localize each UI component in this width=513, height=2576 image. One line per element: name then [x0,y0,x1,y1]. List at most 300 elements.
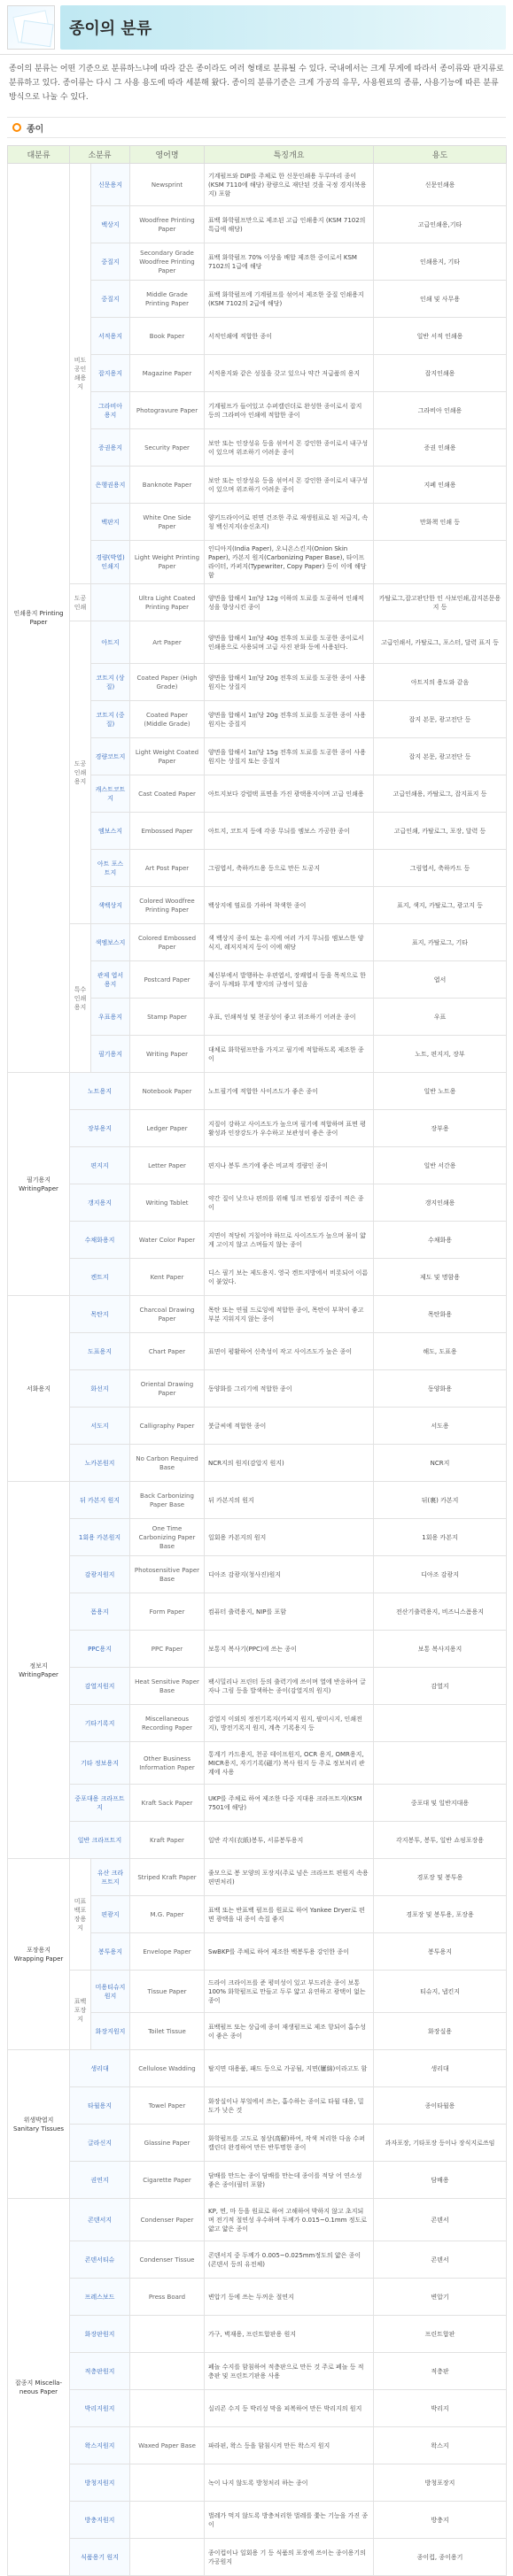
paper-feature: 변압기 등에 쓰는 두꺼운 절연지 [205,2279,374,2316]
table-row [8,2162,507,2199]
paper-english-name: Tissue Paper [130,1971,205,2013]
paper-english-name: Colored Woodfree Printing Paper [130,887,205,924]
paper-english-name: Envelope Paper [130,1933,205,1971]
paper-korean-name: 방충지원지 [70,2502,130,2539]
sub-category: 특수인쇄용지 [70,924,91,1073]
paper-korean-name: 권연지 [70,2162,130,2199]
paper-korean-name: 코트지 (중질) [91,701,130,738]
paper-use: 증권 인쇄용 [374,429,507,467]
paper-feature: 탈지면 대용품, 패드 등으로 가공됨, 지면(屢綿)이라고도 함 [205,2050,374,2087]
paper-korean-name: 박리지원지 [70,2390,130,2427]
paper-korean-name: 방청지원지 [70,2464,130,2502]
paper-feature: 실리콘 수지 등 박리성 막을 피복하여 만든 박리지의 원지 [205,2390,374,2427]
paper-english-name: Newsprint [130,164,205,206]
paper-english-name: Letter Paper [130,1147,205,1184]
paper-korean-name: 타월용지 [70,2087,130,2125]
paper-feature: 양면을 합해서 1㎡당 40g 전후의 도료를 도공한 종이로서 인쇄용으로 사용되며 고급 사진 판화 등에 사용된다. [205,621,374,664]
paper-english-name: Ledger Paper [130,1110,205,1147]
paper-english-name: Middle Grade Printing Paper [130,281,205,318]
table-row [8,1333,507,1370]
paper-use: 잡지 본문, 광고전단 등 [374,701,507,738]
paper-classification-table [7,145,507,2576]
paper-feature: 표백 화학펄프만으로 제조된 고급 인쇄용지 (KSM 7102의 특급에 해당) [205,206,374,243]
paper-use: 과자포장, 기타포장 등이나 장식지로쓰임 [374,2125,507,2162]
paper-korean-name: 중질지 [91,243,130,281]
paper-english-name [130,2502,205,2539]
paper-use: 뒤(裏) 카본지 [374,1482,507,1519]
table-row [8,1445,507,1482]
paper-korean-name: 폼용지 [70,1593,130,1631]
paper-korean-name: 미용티슈지 원지 [91,1971,130,2013]
paper-english-name: M.G. Paper [130,1896,205,1933]
paper-use: 봉투용지 [374,1933,507,1971]
paper-use: 해도, 도표용 [374,1333,507,1370]
paper-english-name: Towel Paper [130,2087,205,2125]
table-row [8,2279,507,2316]
paper-korean-name: 뒤 카본지 원지 [70,1482,130,1519]
paper-korean-name: 중포대용 크라프트지 [70,1785,130,1822]
paper-feature: 팩시밀리나 프린터 등의 출력기에 쓰이며 열에 반응하여 글자나 그림 등을 발색하는 종이(감열지의 원지) [205,1668,374,1705]
table-row [8,2464,507,2502]
paper-korean-name: 왁스지원지 [70,2427,130,2464]
table-row [8,1184,507,1222]
paper-use: 서도용 [374,1408,507,1445]
paper-use: 경포장 및 봉투용, 포장용 [374,1896,507,1933]
paper-english-name: Oriental Drawing Paper [130,1370,205,1408]
paper-feature: 화장실이나 부엌에서 쓰는, 흡수하는 종이로 타월 대용, 밀도가 낮은 것 [205,2087,374,2125]
table-row [8,164,507,206]
paper-use: 그림엽서, 축하카드 등 [374,850,507,887]
paper-feature: 아트지보다 강렬택 표면을 가진 광택용지이며 고급 인쇄용 [205,775,374,813]
paper-english-name: Embossed Paper [130,813,205,850]
paper-feature: 디스 필기 보는 제도용지. 영국 켄트지방에서 비롯되어 이름이 붙었다. [205,1259,374,1296]
paper-korean-name: 엠보스지 [91,813,130,850]
paper-english-name: Book Paper [130,318,205,355]
paper-korean-name: 색백상지 [91,887,130,924]
table-row [8,2316,507,2353]
title-banner [60,5,506,50]
table-row [8,924,507,961]
paper-feature: 우표, 인쇄적성 및 천공성이 좋고 위조하기 어려운 종이 [205,999,374,1036]
paper-feature: 표백 화학펄프에 기계펄프를 섞어서 제조한 중질 인쇄용지(KSM 7102의 2급에 해당) [205,281,374,318]
paper-korean-name: 갱지용지 [70,1184,130,1222]
paper-feature: 백상지에 염료를 가하여 착색한 종이 [205,887,374,924]
paper-feature: 가구, 벽재용, 프린트합판용 원지 [205,2316,374,2353]
table-row [8,2050,507,2087]
paper-korean-name: 경량(박엽) 인쇄지 [91,541,130,584]
paper-english-name [130,2316,205,2353]
paper-use: 만화책 인쇄 등 [374,504,507,541]
paper-feature: KP, 면, 마 등을 원료로 하여 고해하여 박하지 않고 초지되며 전기적 절연성 우수하며 두께가 0.015~0.1mm 정도로 얇고 얇은 종이 [205,2199,374,2241]
paper-feature: 편지나 봉투 쓰기에 좋은 비교적 경량인 종이 [205,1147,374,1184]
paper-feature: 목탄 또는 연필 드로잉에 적합한 종이, 목탄이 부착이 좋고 부분 지워지지 않는 종이 [205,1296,374,1333]
paper-english-name: Waxed Paper Base [130,2427,205,2464]
paper-feature: 뒤 카본지의 원지 [205,1482,374,1519]
paper-english-name: Security Paper [130,429,205,467]
header [0,0,513,55]
paper-feature: 지질이 강하고 사이즈도가 높으며 필기에 적합하며 표면 평활성과 인장강도가 우수하고 보관성이 좋은 종이 [205,1110,374,1147]
major-category: 잡종지 Miscella-neous Paper [8,2199,70,2576]
table-row [8,1742,507,1785]
paper-english-name: Kraft Paper [130,1822,205,1859]
paper-use: 카탈로그,잡고판단한 인 사보인쇄,잡지본문용지 등 [374,584,507,621]
paper-use: 고급인쇄, 카탈로그, 포장, 달력 등 [374,813,507,850]
paper-english-name: Light Weight Coated Paper [130,738,205,775]
paper-use: NCR지 [374,1445,507,1482]
table-row [8,1785,507,1822]
paper-korean-name: 노카본원지 [70,1445,130,1482]
sub-category: 도공인쇄 [70,584,91,621]
table-row [8,2427,507,2464]
paper-korean-name: 도표용지 [70,1333,130,1370]
paper-feature: 동양화를 그리기에 적합한 종이 [205,1370,374,1408]
paper-feature: 서적인쇄에 적합한 종이 [205,318,374,355]
paper-feature: 그림엽서, 축하카드용 등으로 만든 도공지 [205,850,374,887]
table-row [8,621,507,664]
paper-feature: 드라이 크라이프를 준 평미성이 있고 부드러운 종이 보통 100% 화학펄프로 만들고 두루 얇고 유연하고 광택이 없는 종이 [205,1971,374,2013]
paper-feature: 보안 또는 인장성유 등을 섞어서 몬 강인한 종이로서 내구성이 있으며 위조하기 어려운 종이 [205,429,374,467]
paper-english-name [130,2353,205,2390]
paper-thumbnail [7,5,55,50]
paper-use: 제도 및 명함용 [374,1259,507,1296]
paper-korean-name: 화장지원지 [91,2013,130,2050]
paper-feature: 일회용 카본지의 원지 [205,1519,374,1556]
paper-use: 고급인쇄용, 카탈로그, 잡지표지 등 [374,775,507,813]
paper-use: 아트지의 용도와 같음 [374,664,507,701]
paper-feature: 줄모으로 봉 모양의 포장지(주로 넘은 크라프트 편원지 속용 편면처리) [205,1859,374,1896]
paper-use [374,541,507,584]
paper-feature: 양면을 합해서 1㎡당 12g 이하의 도료를 도공하여 인쇄적성을 향상시킨 종이 [205,584,374,621]
paper-english-name: Photosensitive Paper Base [130,1556,205,1593]
table-row [8,1408,507,1445]
paper-feature: 표백펄프 또는 상급에 종이 재생펄프로 제조 항되어 흡수성이 좋은 종이 [205,2013,374,2050]
paper-use: 콘덴서 [374,2241,507,2279]
paper-use: 고급인쇄서, 카탈로그, 포스터, 달력 표지 등 [374,621,507,664]
paper-korean-name: 장부용지 [70,1110,130,1147]
paper-korean-name: PPC용지 [70,1631,130,1668]
paper-use: 노트, 편지지, 장부 [374,1036,507,1073]
paper-use: 중포대 및 일반지대용 [374,1785,507,1822]
table-row [8,1519,507,1556]
paper-english-name: Secondary Grade Woodfree Printing Paper [130,243,205,281]
paper-english-name: Calligraphy Paper [130,1408,205,1445]
paper-use: 방청포장지 [374,2464,507,2502]
paper-use: 담배용 [374,2162,507,2199]
paper-korean-name: 잡지용지 [91,355,130,392]
paper-use: 인쇄 및 사무용 [374,281,507,318]
paper-english-name: Water Color Paper [130,1222,205,1259]
paper-korean-name: 화장판원지 [70,2316,130,2353]
paper-use: 프린트합판 [374,2316,507,2353]
paper-english-name: Cigarette Paper [130,2162,205,2199]
paper-korean-name: 증권용지 [91,429,130,467]
sub-category: 미표백포장용지 [70,1859,91,1971]
paper-english-name: Back Carbonizing Paper Base [130,1482,205,1519]
paper-feature: 아트지, 코트지 등에 각종 무늬를 엠보스 가공한 종이 [205,813,374,850]
paper-english-name: Art Paper [130,621,205,664]
paper-feature: 화학펄프를 고도로 점상(高解)하여, 작색 처리한 다음 수퍼캘린더 완경하여 만든 반투명한 종이 [205,2125,374,2162]
paper-korean-name: 기타기록지 [70,1705,130,1742]
paper-use: 보통 복사지용지 [374,1631,507,1668]
paper-english-name: Coated Paper (High Grade) [130,664,205,701]
paper-korean-name: 콘덴서지 [70,2199,130,2241]
paper-korean-name: 백상지 [91,206,130,243]
paper-english-name [130,2464,205,2502]
page-title: 종이의 분류 [69,19,152,38]
table-row [8,1668,507,1705]
header-minor: 소분류 [70,146,130,164]
paper-use: 목탄화용 [374,1296,507,1333]
paper-feature: 기계펄프와 DIP를 주체로 한 신문인쇄용 두루마리 종이(KSM 7110에 해당) 광량으로 재단된 것을 국정 경지(북용지) 포함 [205,164,374,206]
paper-use: 일반 서간용 [374,1147,507,1184]
header-use: 용도 [374,146,507,164]
paper-use [374,1705,507,1742]
table-row [8,2353,507,2390]
paper-english-name: PPC Paper [130,1631,205,1668]
paper-feature: 파라핀, 왁스 등을 함침시켜 만든 왁스지 원지 [205,2427,374,2464]
paper-use: 잡지 본문, 광고전단 등 [374,738,507,775]
paper-korean-name [91,584,130,621]
paper-english-name: Condenser Tissue [130,2241,205,2279]
table-row [8,1147,507,1184]
major-category: 인쇄용지 Printing Paper [8,164,70,1073]
major-category: 포장용지 Wrapping Paper [8,1859,70,2050]
paper-feature: 녹이 나지 않도록 방청처리 하는 종이 [205,2464,374,2502]
table-row [8,1705,507,1742]
table-row [8,1222,507,1259]
paper-use: 방충지 [374,2502,507,2539]
paper-korean-name: 중질지 [91,281,130,318]
table-row [8,1110,507,1147]
paper-korean-name: 코트지 (상질) [91,664,130,701]
table-row [8,1482,507,1519]
paper-feature: 종이컵이나 일회용 기 등 식품의 포장에 쓰이는 종이용기의 가공원지 [205,2539,374,2576]
paper-korean-name: 캐스트코트지 [91,775,130,813]
paper-english-name: Stamp Paper [130,999,205,1036]
paper-feature: 양키드라이어로 편면 건조한 주로 재생원료로 된 저급지, 속칭 백신지지(송신초지) [205,504,374,541]
paper-english-name: Writing Tablet [130,1184,205,1222]
paper-use: 인쇄용지, 기타 [374,243,507,281]
paper-english-name: Notebook Paper [130,1073,205,1110]
paper-feature: 감열지 이외의 정전기록지(카피지 원지, 팔미시지, 인쇄전지), 방전기록지 원지, 계측 기록용지 등 [205,1705,374,1742]
paper-use: 1회용 카본지 [374,1519,507,1556]
table-row [8,584,507,621]
paper-english-name: Cellulose Wadding [130,2050,205,2087]
table-row [8,2390,507,2427]
paper-english-name [130,2539,205,2576]
paper-korean-name: 유산 크라프트지 [91,1859,130,1896]
paper-use: 티슈지, 냅킨지 [374,1971,507,2013]
paper-korean-name: 우표용지 [91,999,130,1036]
major-category: 필기용지 WritingPaper [8,1073,70,1296]
paper-feature: 지면이 적당히 거칠어야 하므로 사이즈도가 높으며 물이 얇게 고이지 않고 스며들지 않는 종이 [205,1222,374,1259]
paper-english-name: Press Board [130,2279,205,2316]
paper-use: 왁스지 [374,2427,507,2464]
paper-korean-name: 목탄지 [70,1296,130,1333]
paper-use: 지폐 인쇄용 [374,467,507,504]
paper-english-name [130,2390,205,2427]
paper-english-name: Postcard Paper [130,961,205,999]
paper-use: 동양화용 [374,1370,507,1408]
paper-english-name: Woodfree Printing Paper [130,206,205,243]
paper-english-name: Kraft Sack Paper [130,1785,205,1822]
paper-korean-name: 그라비아 용지 [91,392,130,429]
major-category: 정보지 WritingPaper [8,1482,70,1859]
paper-korean-name: 은행권용지 [91,467,130,504]
paper-korean-name: 글라신지 [70,2125,130,2162]
major-category: 서화용지 [8,1296,70,1482]
table-row [8,2539,507,2576]
paper-use: 표지, 색지, 카탈로그, 광고지 등 [374,887,507,924]
paper-korean-name: 백판지 [91,504,130,541]
paper-feature: 양면을 합해서 1㎡당 20g 전후의 도료를 도공한 종이 사용원지는 중질지 [205,701,374,738]
table-row [8,1370,507,1408]
paper-feature: UKP를 주체로 하여 제조한 다중 지대용 크라프트지(KSM 7501에 해당) [205,1785,374,1822]
table-row [8,1631,507,1668]
paper-use [374,1742,507,1785]
paper-english-name: Glassine Paper [130,2125,205,2162]
intro-text: 종이의 분류는 어떤 기준으로 분류하느냐에 따라 같은 종이라도 여러 형태로 분류될 수 있다. 국내에서는 크게 무게에 따라서 종이류와 판지류로 분류하고 있다. 종이류는 다시 그 사용 용도에 따라 세분해 왔다. 종이의 분류기준은 크게 가공의 유무, 사용원료의 종류, 사용기능에 따른 분류방식으로 나눌 수 있다. [9,65,504,102]
paper-english-name: Chart Paper [130,1333,205,1370]
paper-feature: SwBKP를 주체로 하여 제조한 백봉투용 강인한 종이 [205,1933,374,1971]
paper-korean-name: 봉투용지 [91,1933,130,1971]
paper-english-name: Colored Embossed Paper [130,924,205,961]
major-category: 위생박엽지 Sanitary Tissues [8,2050,70,2199]
paper-use: 디아조 감광지 [374,1556,507,1593]
paper-english-name: No Carbon Required Base [130,1445,205,1482]
table-row [8,2241,507,2279]
paper-use: 일반 서적 인쇄용 [374,318,507,355]
paper-use: 엽서 [374,961,507,999]
paper-korean-name: 편광지 [91,1896,130,1933]
paper-korean-name: 편지지 [70,1147,130,1184]
table-row [8,1556,507,1593]
paper-use: 콘덴서 [374,2199,507,2241]
paper-use: 감열지 [374,1668,507,1705]
paper-feature: 표백 또는 반표백 펄프를 원료로 하여 Yankee Dryer로 편면 광택을 내 종이 속질 좋지 [205,1896,374,1933]
paper-use: 화장실용 [374,2013,507,2050]
paper-feature: 색 백상지 종이 또는 유지에 여러 가지 무늬를 엠보스한 양식지, 레저지처지 등이 이에 해당 [205,924,374,961]
paper-feature: 대체로 화학펄프만을 가지고 필기에 적합하도록 제조한 종이 [205,1036,374,1073]
paper-english-name: White One Side Paper [130,504,205,541]
paper-feature: 표백 화학펄프 70% 이상을 배합 제조한 중이로서 KSM 7102의 1급에 해당 [205,243,374,281]
paper-use: 신문인쇄용 [374,164,507,206]
paper-feature: NCR지의 원지(감압지 원지) [205,1445,374,1482]
paper-korean-name: 색엠보스지 [91,924,130,961]
header-english: 영어명 [130,146,205,164]
paper-korean-name: 생리대 [70,2050,130,2087]
table-row [8,1971,507,2013]
paper-korean-name: 1회용 카본원지 [70,1519,130,1556]
paper-korean-name: 아트지 [91,621,130,664]
paper-feature: 표면이 평활하여 신축성이 작고 사이즈도가 높은 종이 [205,1333,374,1370]
paper-english-name: Toilet Tissue [130,2013,205,2050]
paper-english-name: Miscellaneous Recording Paper [130,1705,205,1742]
paper-feature: 일반 각지(衣紙)봉투, 서류봉투용지 [205,1822,374,1859]
paper-feature: 양면을 합해서 1㎡당 20g 전후의 도료를 도공한 종이 사용원지는 상질지 [205,664,374,701]
paper-use: 장부용 [374,1110,507,1147]
paper-english-name: Writing Paper [130,1036,205,1073]
bullet-circle-icon [12,123,21,132]
paper-use: 생리대 [374,2050,507,2087]
paper-use: 경포장 및 봉투용 [374,1859,507,1896]
paper-use: 변압기 [374,2279,507,2316]
paper-use: 수채화용 [374,1222,507,1259]
paper-feature: 체신부에서 발행하는 우편엽서, 장쾌엽서 등을 목적으로 한 종이 두께와 무게 방지의 규정이 있음 [205,961,374,999]
paper-feature: 폐놀 수지를 함침하여 적층판으로 만든 것 주로 폐놀 등 적층판 및 프린트기판용 사용 [205,2353,374,2390]
paper-use: 우표 [374,999,507,1036]
paper-feature: 기계펄프가 들어있고 수퍼캘린더로 완성한 종이로서 잡지 등의 그라비아 인쇄에 적합한 종이 [205,392,374,429]
paper-english-name: Condenser Paper [130,2199,205,2241]
table-row [8,1259,507,1296]
section-heading [7,117,506,138]
table-row [8,2502,507,2539]
paper-use: 종이컵, 종이용기 [374,2539,507,2576]
paper-feature: 담배를 만드는 종이 담배를 만는데 종이를 적당 어 연소성 좋은 종이(필터 포함) [205,2162,374,2199]
paper-english-name: Ultra Light Coated Printing Paper [130,584,205,621]
paper-korean-name: 서도지 [70,1408,130,1445]
paper-english-name: Other Business Information Paper [130,1742,205,1785]
paper-english-name: Art Post Paper [130,850,205,887]
paper-feature: 양면을 합해서 1㎡당 15g 전후의 도료를 도공한 종이 사용원지는 상질지 또는 중질지 [205,738,374,775]
paper-korean-name: 서적용지 [91,318,130,355]
paper-english-name: Striped Kraft Paper [130,1859,205,1896]
paper-korean-name: 콘덴서티슈 [70,2241,130,2279]
paper-feature: 보안 또는 인장성유 등을 섞어서 몬 강인한 종이로서 내구성이 있으며 위조하기 어려운 종이 [205,467,374,504]
paper-english-name: Magazine Paper [130,355,205,392]
paper-use: 박리지 [374,2390,507,2427]
paper-feature: 벌레가 먹지 않도록 방충처리한 벌레를 쫓는 기능을 가진 종이 [205,2502,374,2539]
paper-use: 종이타월용 [374,2087,507,2125]
paper-korean-name: 일반 크라프트지 [70,1822,130,1859]
paper-feature: 서적용지와 같은 성질을 갖고 있으나 약간 저급품의 용지 [205,355,374,392]
paper-english-name: Form Paper [130,1593,205,1631]
section-label: 종이 [27,124,44,135]
sub-category: 표백포장지 [70,1971,91,2050]
paper-use: 갱지인쇄용 [374,1184,507,1222]
table-row [8,1296,507,1333]
paper-use: 각지봉투, 봉투, 일반 쇼핑포장용 [374,1822,507,1859]
sub-category: 도공인쇄용지 [70,621,91,924]
table-row [8,2087,507,2125]
table-row [8,2199,507,2241]
paper-feature: 인디아지(India Paper), 오니온스킨지(Onion Skin Paper), 카본지 원지(Carbonizing Paper Base), 타이프라이터, 카퍼지(Typewriter, Copy Paper) 등이 이에 해당함 [205,541,374,584]
paper-korean-name: 프레스보드 [70,2279,130,2316]
paper-korean-name: 경량코트지 [91,738,130,775]
table-row [8,1073,507,1110]
paper-use: 표지, 카탈로그, 기타 [374,924,507,961]
paper-feature: 보통지 복사기(PPC)에 쓰는 종이 [205,1631,374,1668]
paper-english-name: Cast Coated Paper [130,775,205,813]
paper-use: 적층판 [374,2353,507,2390]
paper-korean-name: 관제 엽서용지 [91,961,130,999]
header-feature: 특징개요 [205,146,374,164]
paper-english-name: Coated Paper (Middle Grade) [130,701,205,738]
paper-english-name: Banknote Paper [130,467,205,504]
paper-use: 전산기출력용지, 비즈니스폼용지 [374,1593,507,1631]
paper-korean-name: 기타 정보용지 [70,1742,130,1785]
paper-english-name: Charcoal Drawing Paper [130,1296,205,1333]
header-major: 대분류 [8,146,70,164]
paper-feature: 약간 질이 낮으나 편의를 위해 잉크 번짐성 검증이 적은 종이 [205,1184,374,1222]
paper-english-name: Photogravure Paper [130,392,205,429]
paper-korean-name: 식품용기 원지 [70,2539,130,2576]
paper-use: 잡지인쇄용 [374,355,507,392]
paper-korean-name: 필기용지 [91,1036,130,1073]
table-row [8,2125,507,2162]
paper-use: 일반 노트용 [374,1073,507,1110]
paper-english-name: Light Weight Printing Paper [130,541,205,584]
